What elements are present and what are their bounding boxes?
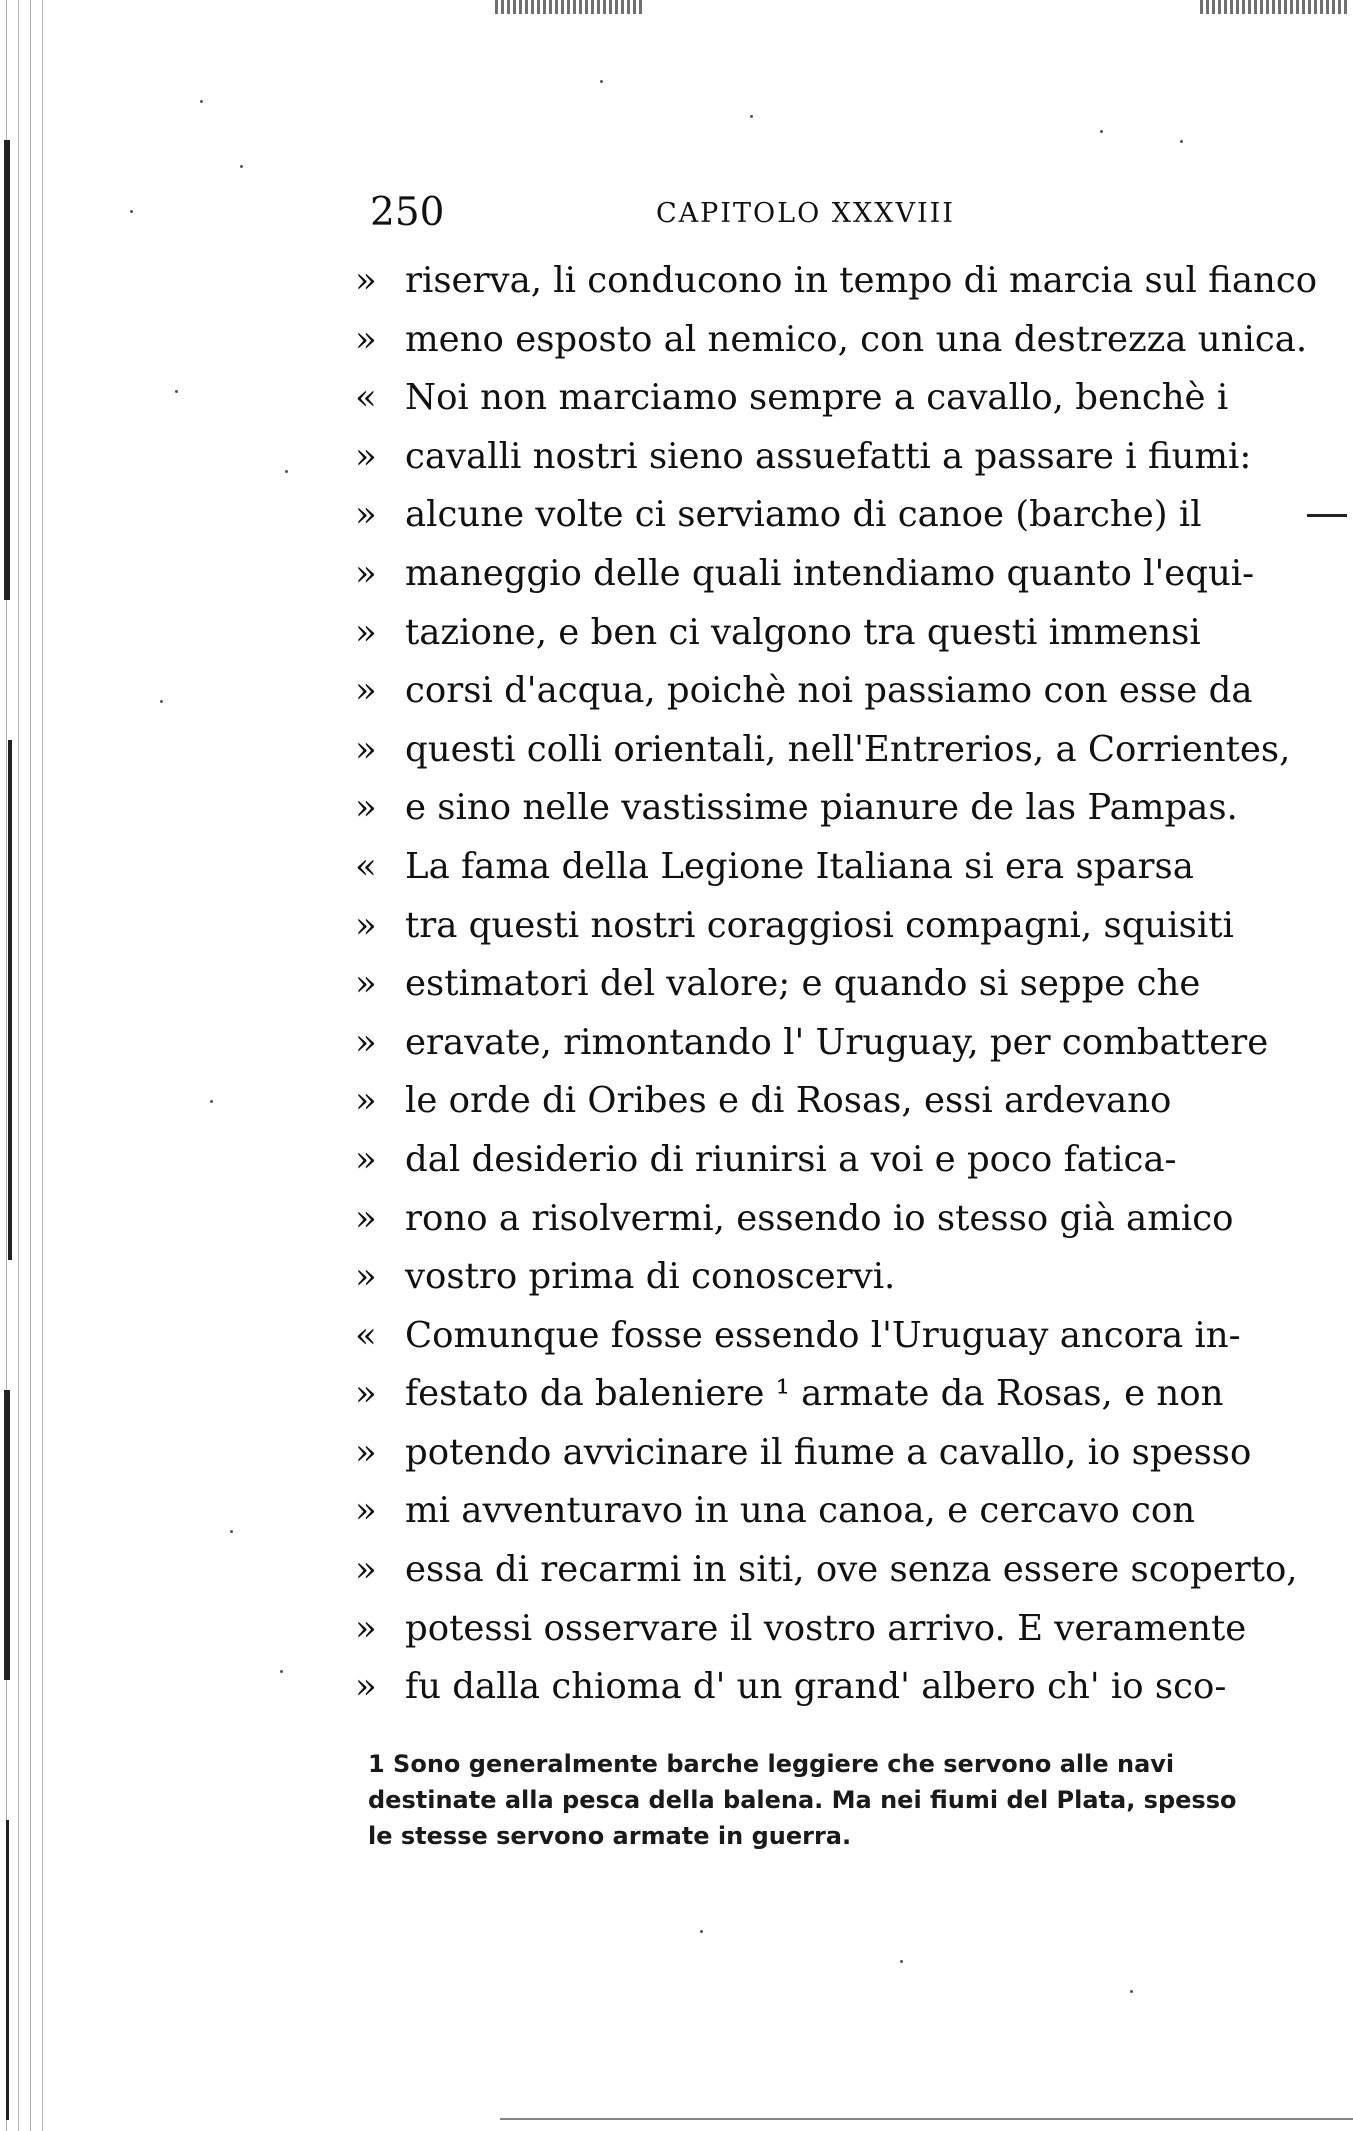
- quote-mark: »: [355, 904, 377, 946]
- footnote-line: destinate alla pesca della balena. Ma nei fiumi del Plata, spesso: [368, 1786, 1237, 1814]
- quote-mark: »: [355, 670, 377, 712]
- text-line: [355, 1365, 1275, 1424]
- scan-dot: [1180, 140, 1183, 143]
- margin-mark: [1307, 514, 1347, 517]
- text-line: [355, 1600, 1275, 1659]
- text-line: [355, 838, 1275, 897]
- quote-mark: »: [355, 1080, 377, 1122]
- scan-dot: [900, 1960, 903, 1963]
- quote-mark: »: [355, 1138, 377, 1180]
- line-text: maneggio delle quali intendiamo quanto l'equi-: [405, 552, 1255, 594]
- scan-dot: [175, 390, 178, 393]
- quote-mark: «: [355, 845, 377, 887]
- text-line: [355, 779, 1275, 838]
- text-line: [355, 1131, 1275, 1190]
- binding-mark: [4, 140, 10, 600]
- line-text: corsi d'acqua, poichè noi passiamo con esse da: [405, 670, 1253, 712]
- quote-mark: »: [355, 1666, 377, 1708]
- scan-dot: [1130, 1990, 1133, 1993]
- line-text: meno esposto al nemico, con una destrezza unica.: [405, 318, 1308, 360]
- line-text: tra questi nostri coraggiosi compagni, squisiti: [405, 904, 1234, 946]
- line-text: festato da baleniere ¹ armate da Rosas, e non: [405, 1373, 1224, 1415]
- quote-mark: »: [355, 1549, 377, 1591]
- footnote-line: le stesse servono armate in guerra.: [368, 1822, 852, 1850]
- quote-mark: »: [355, 1021, 377, 1063]
- text-line: [355, 486, 1275, 545]
- line-text: questi colli orientali, nell'Entrerios, a Corrientes,: [405, 728, 1291, 770]
- line-text: vostro prima di conoscervi.: [405, 1256, 896, 1298]
- quote-mark: »: [355, 494, 377, 536]
- footnote-line: 1 Sono generalmente barche leggiere che servono alle navi: [368, 1750, 1175, 1778]
- quote-mark: »: [355, 1197, 377, 1239]
- scan-dot: [1100, 130, 1103, 133]
- text-line: [355, 721, 1291, 780]
- scan-dot: [285, 470, 288, 473]
- binding-mark: [4, 1390, 10, 1680]
- quote-mark: »: [355, 728, 377, 770]
- text-line: [355, 1072, 1275, 1131]
- quote-mark: »: [355, 435, 377, 477]
- text-line: [355, 955, 1275, 1014]
- quote-mark: »: [355, 260, 377, 301]
- page-number: 250: [370, 190, 445, 235]
- scan-dot: [280, 1670, 283, 1673]
- scan-dot: [210, 1100, 213, 1103]
- quote-mark: »: [355, 1607, 377, 1649]
- quote-mark: »: [355, 787, 377, 829]
- line-text: fu dalla chioma d' un grand' albero ch' io sco-: [405, 1666, 1227, 1708]
- text-line: [355, 897, 1275, 956]
- text-line: [355, 369, 1275, 428]
- footnote: [368, 1746, 1288, 1854]
- line-text: essa di recarmi in siti, ove senza essere scoperto,: [405, 1549, 1298, 1591]
- text-line: [355, 1014, 1275, 1073]
- scan-dot: [200, 100, 203, 103]
- line-text: cavalli nostri sieno assuefatti a passare i fiumi:: [405, 435, 1252, 477]
- text-line: [355, 1541, 1298, 1600]
- text-line: [355, 604, 1275, 663]
- scan-dot: [240, 165, 243, 168]
- scan-dot: [130, 210, 133, 213]
- line-text: le orde di Oribes e di Rosas, essi ardevano: [405, 1080, 1172, 1122]
- scan-dot: [160, 700, 163, 703]
- quote-mark: »: [355, 1431, 377, 1473]
- text-line: [355, 252, 1318, 311]
- text-line: [355, 428, 1275, 487]
- line-text: alcune volte ci serviamo di canoe (barche) il: [405, 494, 1202, 536]
- text-line: [355, 662, 1275, 721]
- line-text: rono a risolvermi, essendo io stesso già amico: [405, 1197, 1234, 1239]
- text-line: [355, 1248, 1275, 1307]
- line-text: riserva, li conducono in tempo di marcia sul fianco: [405, 260, 1318, 301]
- scan-dot: [700, 1930, 703, 1933]
- quote-mark: »: [355, 318, 377, 360]
- text-line: [355, 311, 1308, 370]
- scan-dot: [230, 1530, 233, 1533]
- scan-smudge: [495, 0, 645, 14]
- binding-mark: [8, 740, 12, 1260]
- text-line: [355, 1658, 1275, 1717]
- quote-mark: »: [355, 963, 377, 1005]
- binding-mark: [6, 1820, 9, 2120]
- text-line: [355, 1190, 1275, 1249]
- body-text: [355, 252, 1318, 1717]
- scan-smudge: [1200, 0, 1350, 14]
- line-text: mi avventuravo in una canoa, e cercavo con: [405, 1490, 1196, 1532]
- quote-mark: »: [355, 1490, 377, 1532]
- line-text: potendo avvicinare il fiume a cavallo, io spesso: [405, 1431, 1252, 1473]
- scan-dot: [750, 115, 753, 118]
- text-line: [355, 1424, 1275, 1483]
- quote-mark: »: [355, 552, 377, 594]
- text-line: [355, 1307, 1275, 1366]
- line-text: estimatori del valore; e quando si seppe che: [405, 963, 1201, 1005]
- quote-mark: »: [355, 611, 377, 653]
- quote-mark: «: [355, 1314, 377, 1356]
- line-text: tazione, e ben ci valgono tra questi immensi: [405, 611, 1201, 653]
- line-text: La fama della Legione Italiana si era sparsa: [405, 845, 1194, 887]
- line-text: eravate, rimontando l' Uruguay, per combattere: [405, 1021, 1269, 1063]
- line-text: potessi osservare il vostro arrivo. E veramente: [405, 1607, 1247, 1649]
- line-text: e sino nelle vastissime pianure de las Pampas.: [405, 787, 1238, 829]
- text-line: [355, 1482, 1275, 1541]
- bottom-rule: [500, 2118, 1353, 2120]
- quote-mark: »: [355, 1256, 377, 1298]
- scan-dot: [600, 80, 603, 83]
- text-line: [355, 545, 1275, 604]
- line-text: Noi non marciamo sempre a cavallo, benchè i: [405, 377, 1229, 419]
- line-text: Comunque fosse essendo l'Uruguay ancora in-: [405, 1314, 1241, 1356]
- quote-mark: «: [355, 377, 377, 419]
- quote-mark: »: [355, 1373, 377, 1415]
- page-header: [370, 188, 980, 238]
- running-head: CAPITOLO XXXVIII: [656, 198, 955, 229]
- line-text: dal desiderio di riunirsi a voi e poco fatica-: [405, 1138, 1177, 1180]
